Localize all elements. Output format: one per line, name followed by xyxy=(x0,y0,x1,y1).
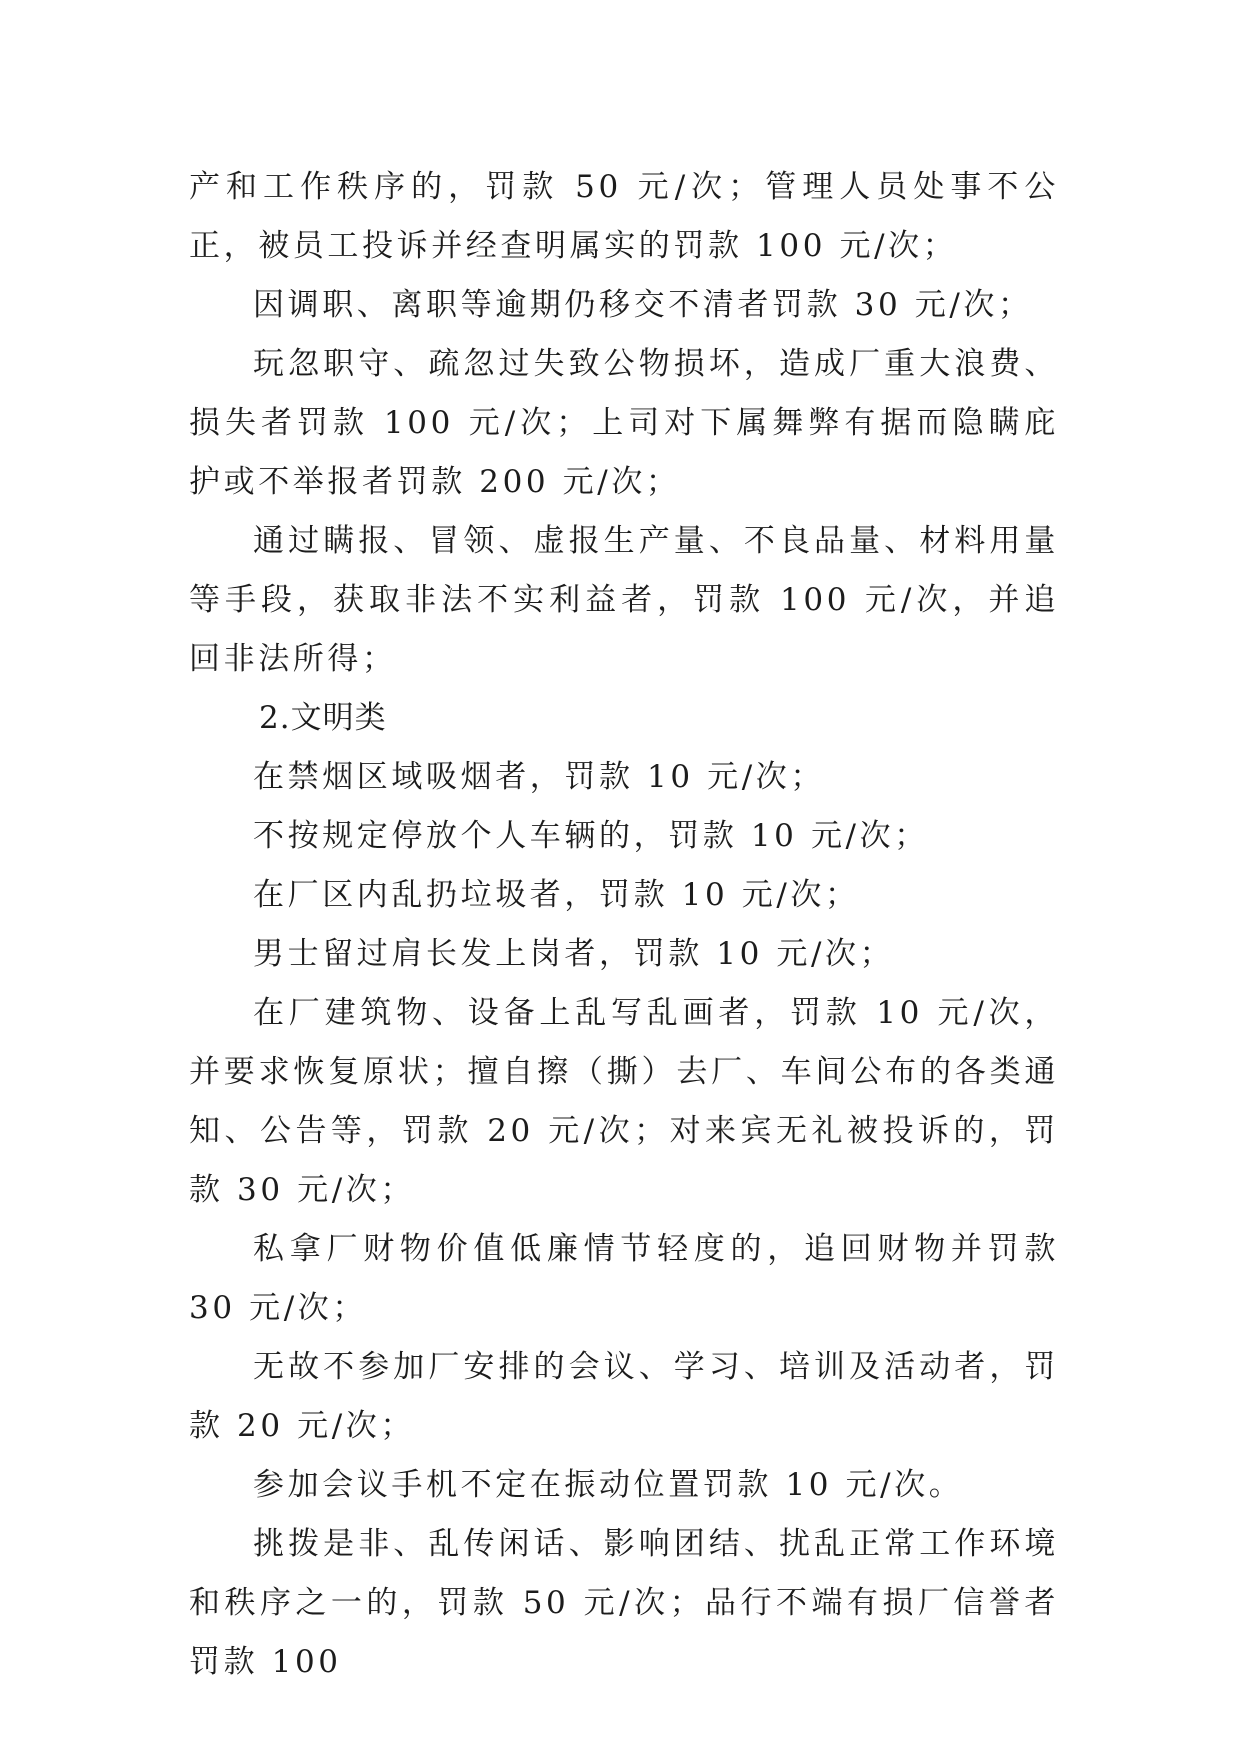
paragraph-handover-delay: 因调职、离职等逾期仍移交不清者罚款 30 元/次； xyxy=(253,287,1033,323)
paragraph-gossip: 挑拨是非、乱传闲话、影响团结、扰乱正常工作环境和秩序之一的，罚款 50 元/次；品行不端有损厂信誉者罚款 100 xyxy=(189,1526,1059,1680)
paragraph-long-hair: 男士留过肩长发上岗者，罚款 10 元/次； xyxy=(253,936,895,972)
section-heading-civility: 2.文明类 xyxy=(259,700,387,736)
paragraph-parking: 不按规定停放个人车辆的，罚款 10 元/次； xyxy=(253,818,929,854)
paragraph-littering: 在厂区内乱扔垃圾者，罚款 10 元/次； xyxy=(253,877,860,913)
paragraph-petty-theft: 私拿厂财物价值低廉情节轻度的，追回财物并罚款 30 元/次； xyxy=(189,1231,1059,1326)
document-body xyxy=(189,158,1059,1692)
paragraph-continuation: 产和工作秩序的，罚款 50 元/次；管理人员处事不公正，被员工投诉并经查明属实的罚款 100 元/次； xyxy=(189,169,1059,264)
paragraph-smoking: 在禁烟区域吸烟者，罚款 10 元/次； xyxy=(253,759,825,795)
paragraph-meeting-absence: 无故不参加厂安排的会议、学习、培训及活动者，罚款 20 元/次； xyxy=(189,1349,1059,1444)
paragraph-phone-silent: 参加会议手机不定在振动位置罚款 10 元/次。 xyxy=(253,1467,964,1503)
paragraph-false-reporting: 通过瞒报、冒领、虚报生产量、不良品量、材料用量等手段，获取非法不实利益者，罚款 100 元/次，并追回非法所得； xyxy=(189,523,1059,677)
paragraph-negligence: 玩忽职守、疏忽过失致公物损坏，造成厂重大浪费、损失者罚款 100 元/次；上司对下属舞弊有据而隐瞒庇护或不举报者罚款 200 元/次； xyxy=(189,346,1059,500)
paragraph-graffiti: 在厂建筑物、设备上乱写乱画者，罚款 10 元/次，并要求恢复原状；擅自擦（撕）去厂、车间公布的各类通知、公告等，罚款 20 元/次；对来宾无礼被投诉的，罚款 30 元/次； xyxy=(189,995,1059,1208)
